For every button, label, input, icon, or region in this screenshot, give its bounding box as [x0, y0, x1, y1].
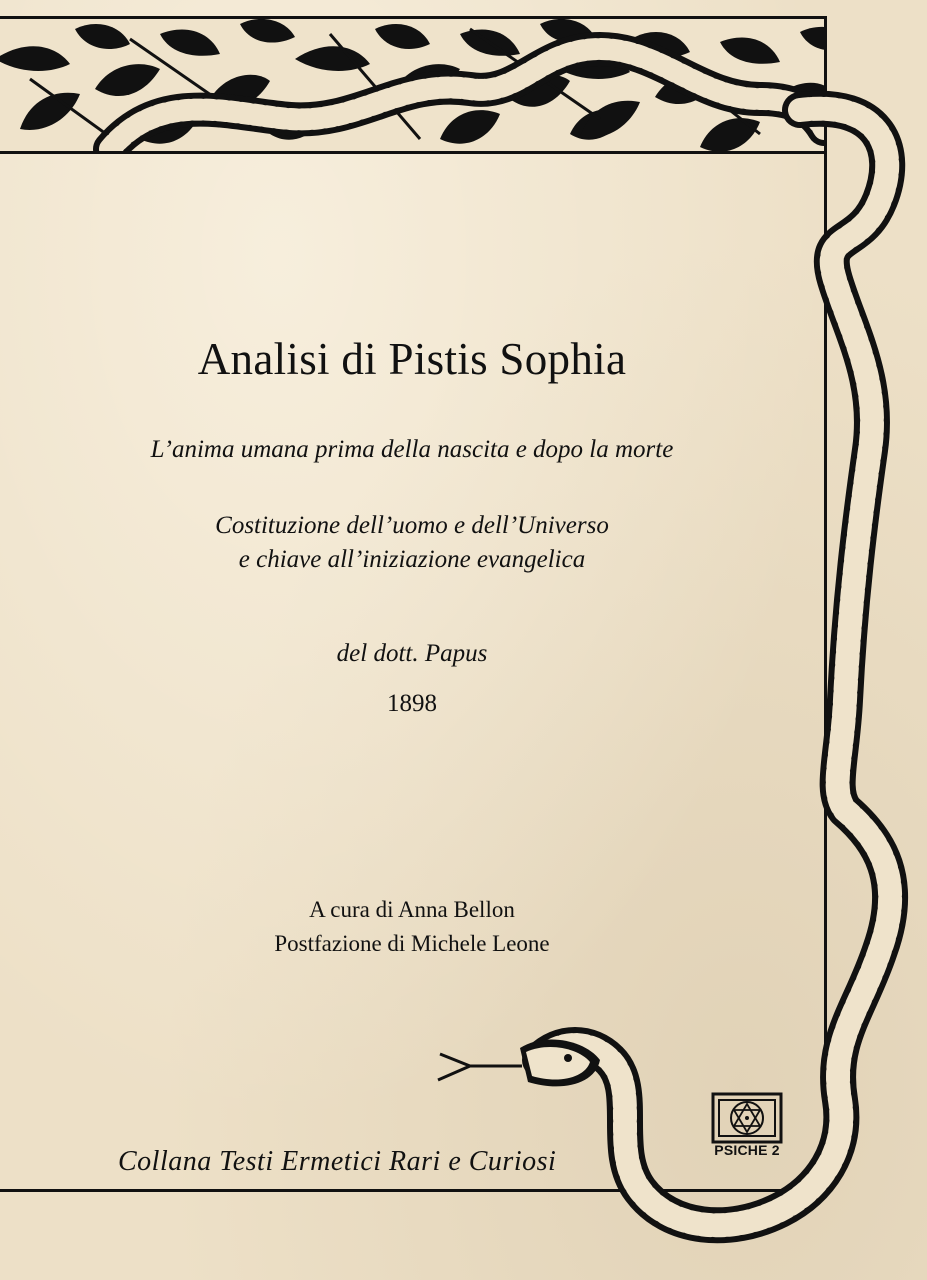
book-subtitle-secondary: [0, 509, 824, 577]
subtitle-line-1: Costituzione dell’uomo e dell’Universo: [215, 512, 609, 539]
page-frame: [0, 16, 827, 1192]
subtitle-line-2: e chiave all’iniziazione evangelica: [238, 546, 586, 573]
book-title: Analisi di Pistis Sophia: [197, 334, 627, 384]
afterword-credit: Postfazione di Michele Leone: [274, 931, 550, 956]
credits: [0, 893, 824, 961]
series-name: Collana Testi Ermetici Rari e Curiosi: [118, 1146, 557, 1177]
sri-yantra-logo-icon: [707, 1090, 787, 1182]
author: del dott. Papus: [336, 640, 488, 667]
publication-year: 1898: [387, 690, 437, 717]
publisher-label: PSICHE 2: [714, 1142, 780, 1158]
book-subtitle: L’anima umana prima della nascita e dopo la morte: [150, 436, 674, 463]
editor-credit: A cura di Anna Bellon: [309, 897, 515, 922]
